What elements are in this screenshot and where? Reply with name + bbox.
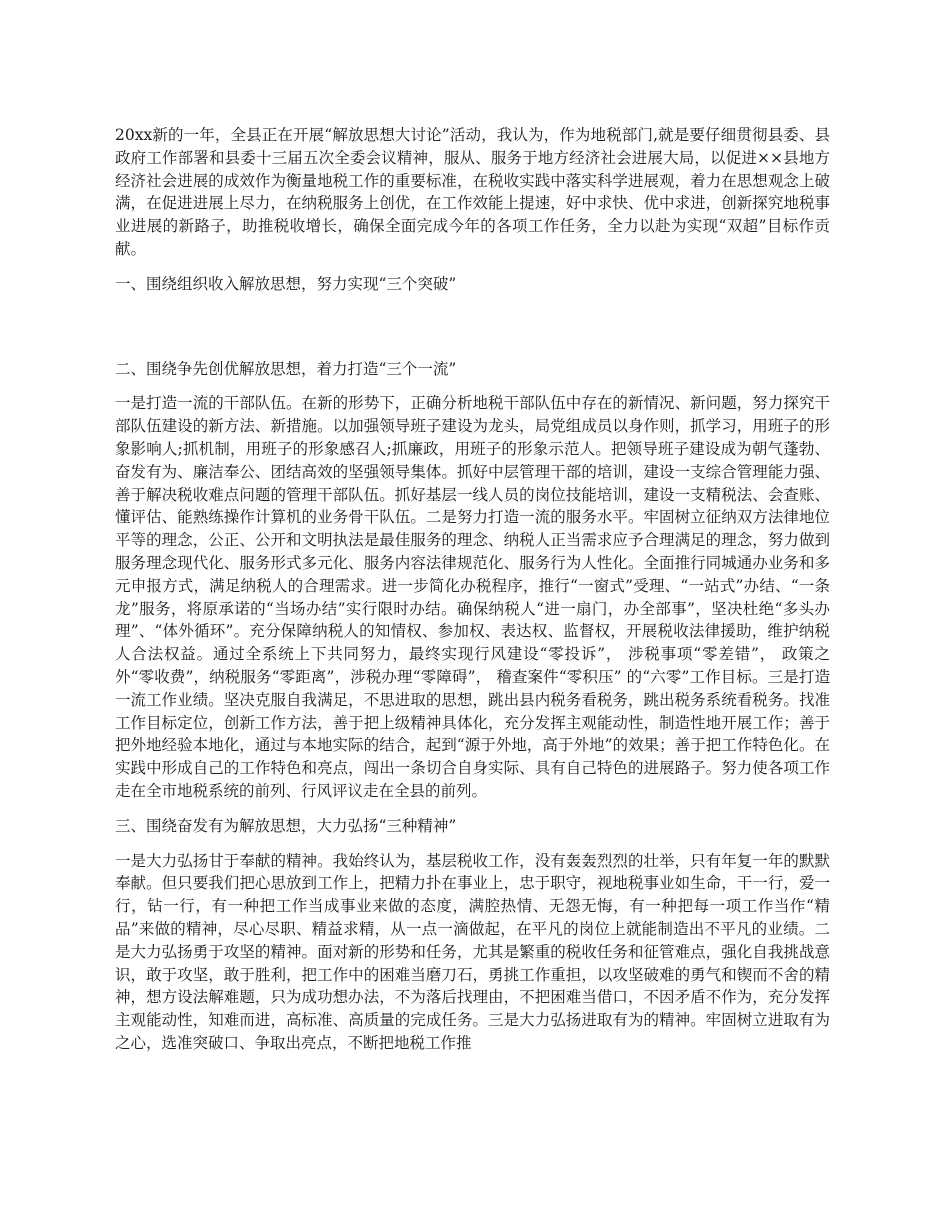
section3-heading: 三、围绕奋发有为解放思想，大力弘扬“三种精神” <box>115 816 457 835</box>
section2-paragraph: 一是打造一流的干部队伍。在新的形势下，正确分析地税干部队伍中存在的新情况、新问题，努力探究干部队伍建设的新方法、新措施。以加强领导班子建设为龙头，局党组成员以身作则，抓学习，用班子的形象影响人;抓机制，用班子的形象感召人;抓廉政，用班子的形象示范人。把领导班子建设成为朝气蓬勃、奋发有为、廉洁奉公、团结高效的坚强领导集体。抓好中层管理干部的培训，建设一支综合管理能力强、善于解决税收难点问题的管理干部队伍。抓好基层一线人员的岗位技能培训，建设一支精税法、会查账、懂评估、能熟练操作计算机的业务骨干队伍。二是努力打造一流的服务水平。牢固树立征纳双方法律地位平等的理念，公正、公开和文明执法是最佳服务的理念、纳税人正当需求应予合理满足的理念，努力做到服务理念现代化、服务形式多元化、服务内容法律规范化、服务行为人性化。全面推行同城通办业务和多元申报方式，满足纳税人的合理需求。进一步简化办税程序，推行“一窗式”受理、“一站式”办结、“一条龙”服务，将原承诺的“当场办结”实行限时办结。确保纳税人“进一扇门，办全部事”，坚决杜绝“多头办理”、“体外循环”。充分保障纳税人的知情权、参加权、表达权、监督权，开展税收法律援助，维护纳税人合法权益。通过全系统上下共同努力，最终实现行风建设“零投诉”， 涉税事项“零差错”， 政策之外“零收费”，纳税服务“零距离”，涉税办理“零障碍”， 稽查案件“零积压” 的“六零”工作目标。三是打造一流工作业绩。坚决克服自我满足，不思进取的思想，跳出县内税务看税务，跳出税务系统看税务。找准工作目标定位，创新工作方法，善于把上级精神具体化，充分发挥主观能动性，制造性地开展工作；善于把外地经验本地化，通过与本地实际的结合，起到“源于外地，高于外地”的效果；善于把工作特色化。在实践中形成自己的工作特色和亮点，闯出一条切合自身实际、具有自己特色的进展路子。努力使各项工作走在全市地税系统的前列、行风评议走在全县的前列。 <box>115 394 830 800</box>
section2-heading: 二、围绕争先创优解放思想，着力打造“三个一流” <box>115 359 457 378</box>
section1-heading: 一、围绕组织收入解放思想，努力实现“三个突破” <box>115 274 457 293</box>
section-gap <box>115 308 830 358</box>
document-page <box>115 124 830 1067</box>
intro-paragraph: 20xx新的一年，全县正在开展“解放思想大讨论”活动，我认为，作为地税部门,就是要仔细贯彻县委、县政府工作部署和县委十三届五次全委会议精神，服从、服务于地方经济社会进展大局，以促进××县地方经济社会进展的成效作为衡量地税工作的重要标准，在税收实践中落实科学进展观，着力在思想观念上破满，在促进进展上尽力，在纳税服务上创优，在工作效能上提速，好中求快、优中求进，创新探究地税事业进展的新路子，助推税收增长，确保全面完成今年的各项工作任务，全力以赴为实现“双超”目标作贡献。 <box>115 126 830 258</box>
section3-paragraph: 一是大力弘扬甘于奉献的精神。我始终认为，基层税收工作，没有轰轰烈烈的壮举，只有年复一年的默默奉献。但只要我们把心思放到工作上，把精力扑在事业上，忠于职守，视地税事业如生命，干一行，爱一行，钻一行，有一种把工作当成事业来做的态度，满腔热情、无怨无悔，有一种把每一项工作当作“精品”来做的精神，尽心尽职、精益求精，从一点一滴做起，在平凡的岗位上就能制造出不平凡的业绩。二是大力弘扬勇于攻坚的精神。面对新的形势和任务，尤其是繁重的税收任务和征管难点，强化自我挑战意识，敢于攻坚，敢于胜利，把工作中的困难当磨刀石，勇挑工作重担，以攻坚破难的勇气和锲而不舍的精神，想方设法解难题，只为成功想办法，不为落后找理由，不把困难当借口，不因矛盾不作为，充分发挥主观能动性，知难而进，高标准、高质量的完成任务。三是大力弘扬进取有为的精神。牢固树立进取有为之心，选准突破口、争取出亮点，不断把地税工作推 <box>115 851 830 1052</box>
